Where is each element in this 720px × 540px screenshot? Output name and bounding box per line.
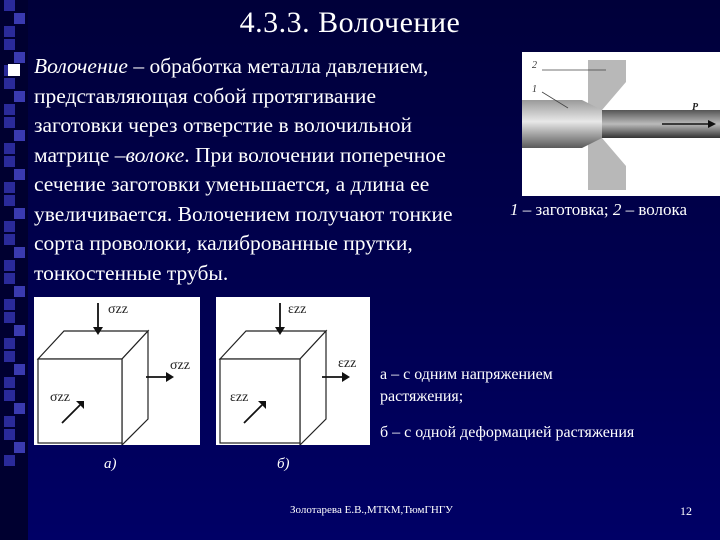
caption-num-1: 1 xyxy=(510,200,519,219)
decor-square xyxy=(14,364,25,375)
figure-label-b: б) xyxy=(277,456,290,472)
bullet-icon xyxy=(8,64,20,76)
die-caption xyxy=(510,200,687,220)
decor-square xyxy=(4,455,15,466)
decor-square xyxy=(14,403,25,414)
workpiece-rod xyxy=(522,100,602,148)
decor-square xyxy=(4,429,15,440)
para-line-5: сечение заготовки уменьшается, а длина ее xyxy=(34,172,430,196)
para-line-8: тонкостенные трубы. xyxy=(34,260,229,285)
decor-square xyxy=(14,442,25,453)
definition-paragraph xyxy=(34,52,514,288)
decor-square xyxy=(4,39,15,50)
decor-square xyxy=(14,325,25,336)
die-lower-half xyxy=(588,138,626,190)
decor-square xyxy=(4,182,15,193)
decor-square xyxy=(4,26,15,37)
caption-text-2: – волока xyxy=(621,200,688,219)
cube-b-diagram xyxy=(216,297,370,445)
decor-square xyxy=(4,195,15,206)
caption-num-2: 2 xyxy=(612,200,622,219)
decor-square xyxy=(14,13,25,24)
cube-a-figure xyxy=(34,297,200,445)
cube-a-top-label: σzz xyxy=(108,302,128,317)
decor-square xyxy=(14,208,25,219)
legend-b: б – с одной деформацией растяжения xyxy=(380,424,635,441)
para-line-1: – обработка металла давлением, xyxy=(127,54,429,78)
decor-square xyxy=(4,260,15,271)
decor-square xyxy=(4,273,15,284)
decor-square xyxy=(4,78,15,89)
die-upper-half xyxy=(588,60,626,110)
decor-square xyxy=(14,52,25,63)
decor-square xyxy=(14,247,25,258)
decor-square xyxy=(4,351,15,362)
para-line-4-start: матрице – xyxy=(34,142,126,167)
decor-square xyxy=(4,104,15,115)
para-line-7: сорта проволоки, калиброванные прутки, xyxy=(34,231,413,255)
para-line-6: увеличивается. Волочением получают тонкие xyxy=(34,201,453,226)
decor-square xyxy=(14,169,25,180)
label-2: 2 xyxy=(532,60,537,71)
die-diagram xyxy=(522,52,720,196)
decor-square xyxy=(4,143,15,154)
cube-b-front-label: εzz xyxy=(230,390,249,405)
cube-b-figure xyxy=(216,297,370,445)
caption-text-1: – заготовка; xyxy=(518,200,613,219)
cube-b-top-label: εzz xyxy=(288,302,307,317)
label-1: 1 xyxy=(532,84,537,95)
page-number: 12 xyxy=(680,504,692,518)
decor-square xyxy=(4,338,15,349)
decor-square xyxy=(4,0,15,11)
decor-square xyxy=(14,286,25,297)
para-line-2: представляющая собой протягивание xyxy=(34,83,376,108)
cube-a-diagram xyxy=(34,297,200,445)
cube-a-side-label: σzz xyxy=(170,358,190,373)
decor-square xyxy=(14,130,25,141)
cube-a-front-label: σzz xyxy=(50,390,70,405)
decor-square xyxy=(4,312,15,323)
decor-square xyxy=(4,234,15,245)
decor-square xyxy=(4,117,15,128)
decor-square xyxy=(4,390,15,401)
decor-square xyxy=(4,416,15,427)
force-label: P xyxy=(692,102,699,113)
cube-b-side-label: εzz xyxy=(338,356,357,371)
para-line-4-end: . При волочении поперечное xyxy=(184,142,446,167)
term-die: волоке xyxy=(125,142,185,167)
para-line-3: заготовки через отверстие в волочильной xyxy=(34,113,412,137)
decor-square xyxy=(14,91,25,102)
drawing-die-figure xyxy=(522,52,720,196)
term-drawing: Волочение xyxy=(34,54,128,78)
decor-square xyxy=(4,221,15,232)
decor-square xyxy=(4,377,15,388)
legend-a: а – с одним напряжением растяжения; xyxy=(380,366,553,405)
decor-square xyxy=(4,299,15,310)
figure-label-a: а) xyxy=(104,456,117,472)
decor-square xyxy=(4,156,15,167)
slide-title: 4.3.3. Волочение xyxy=(239,6,461,39)
footer-author: Золотарева Е.В.,МТКМ,ТюмГНГУ xyxy=(290,504,453,516)
